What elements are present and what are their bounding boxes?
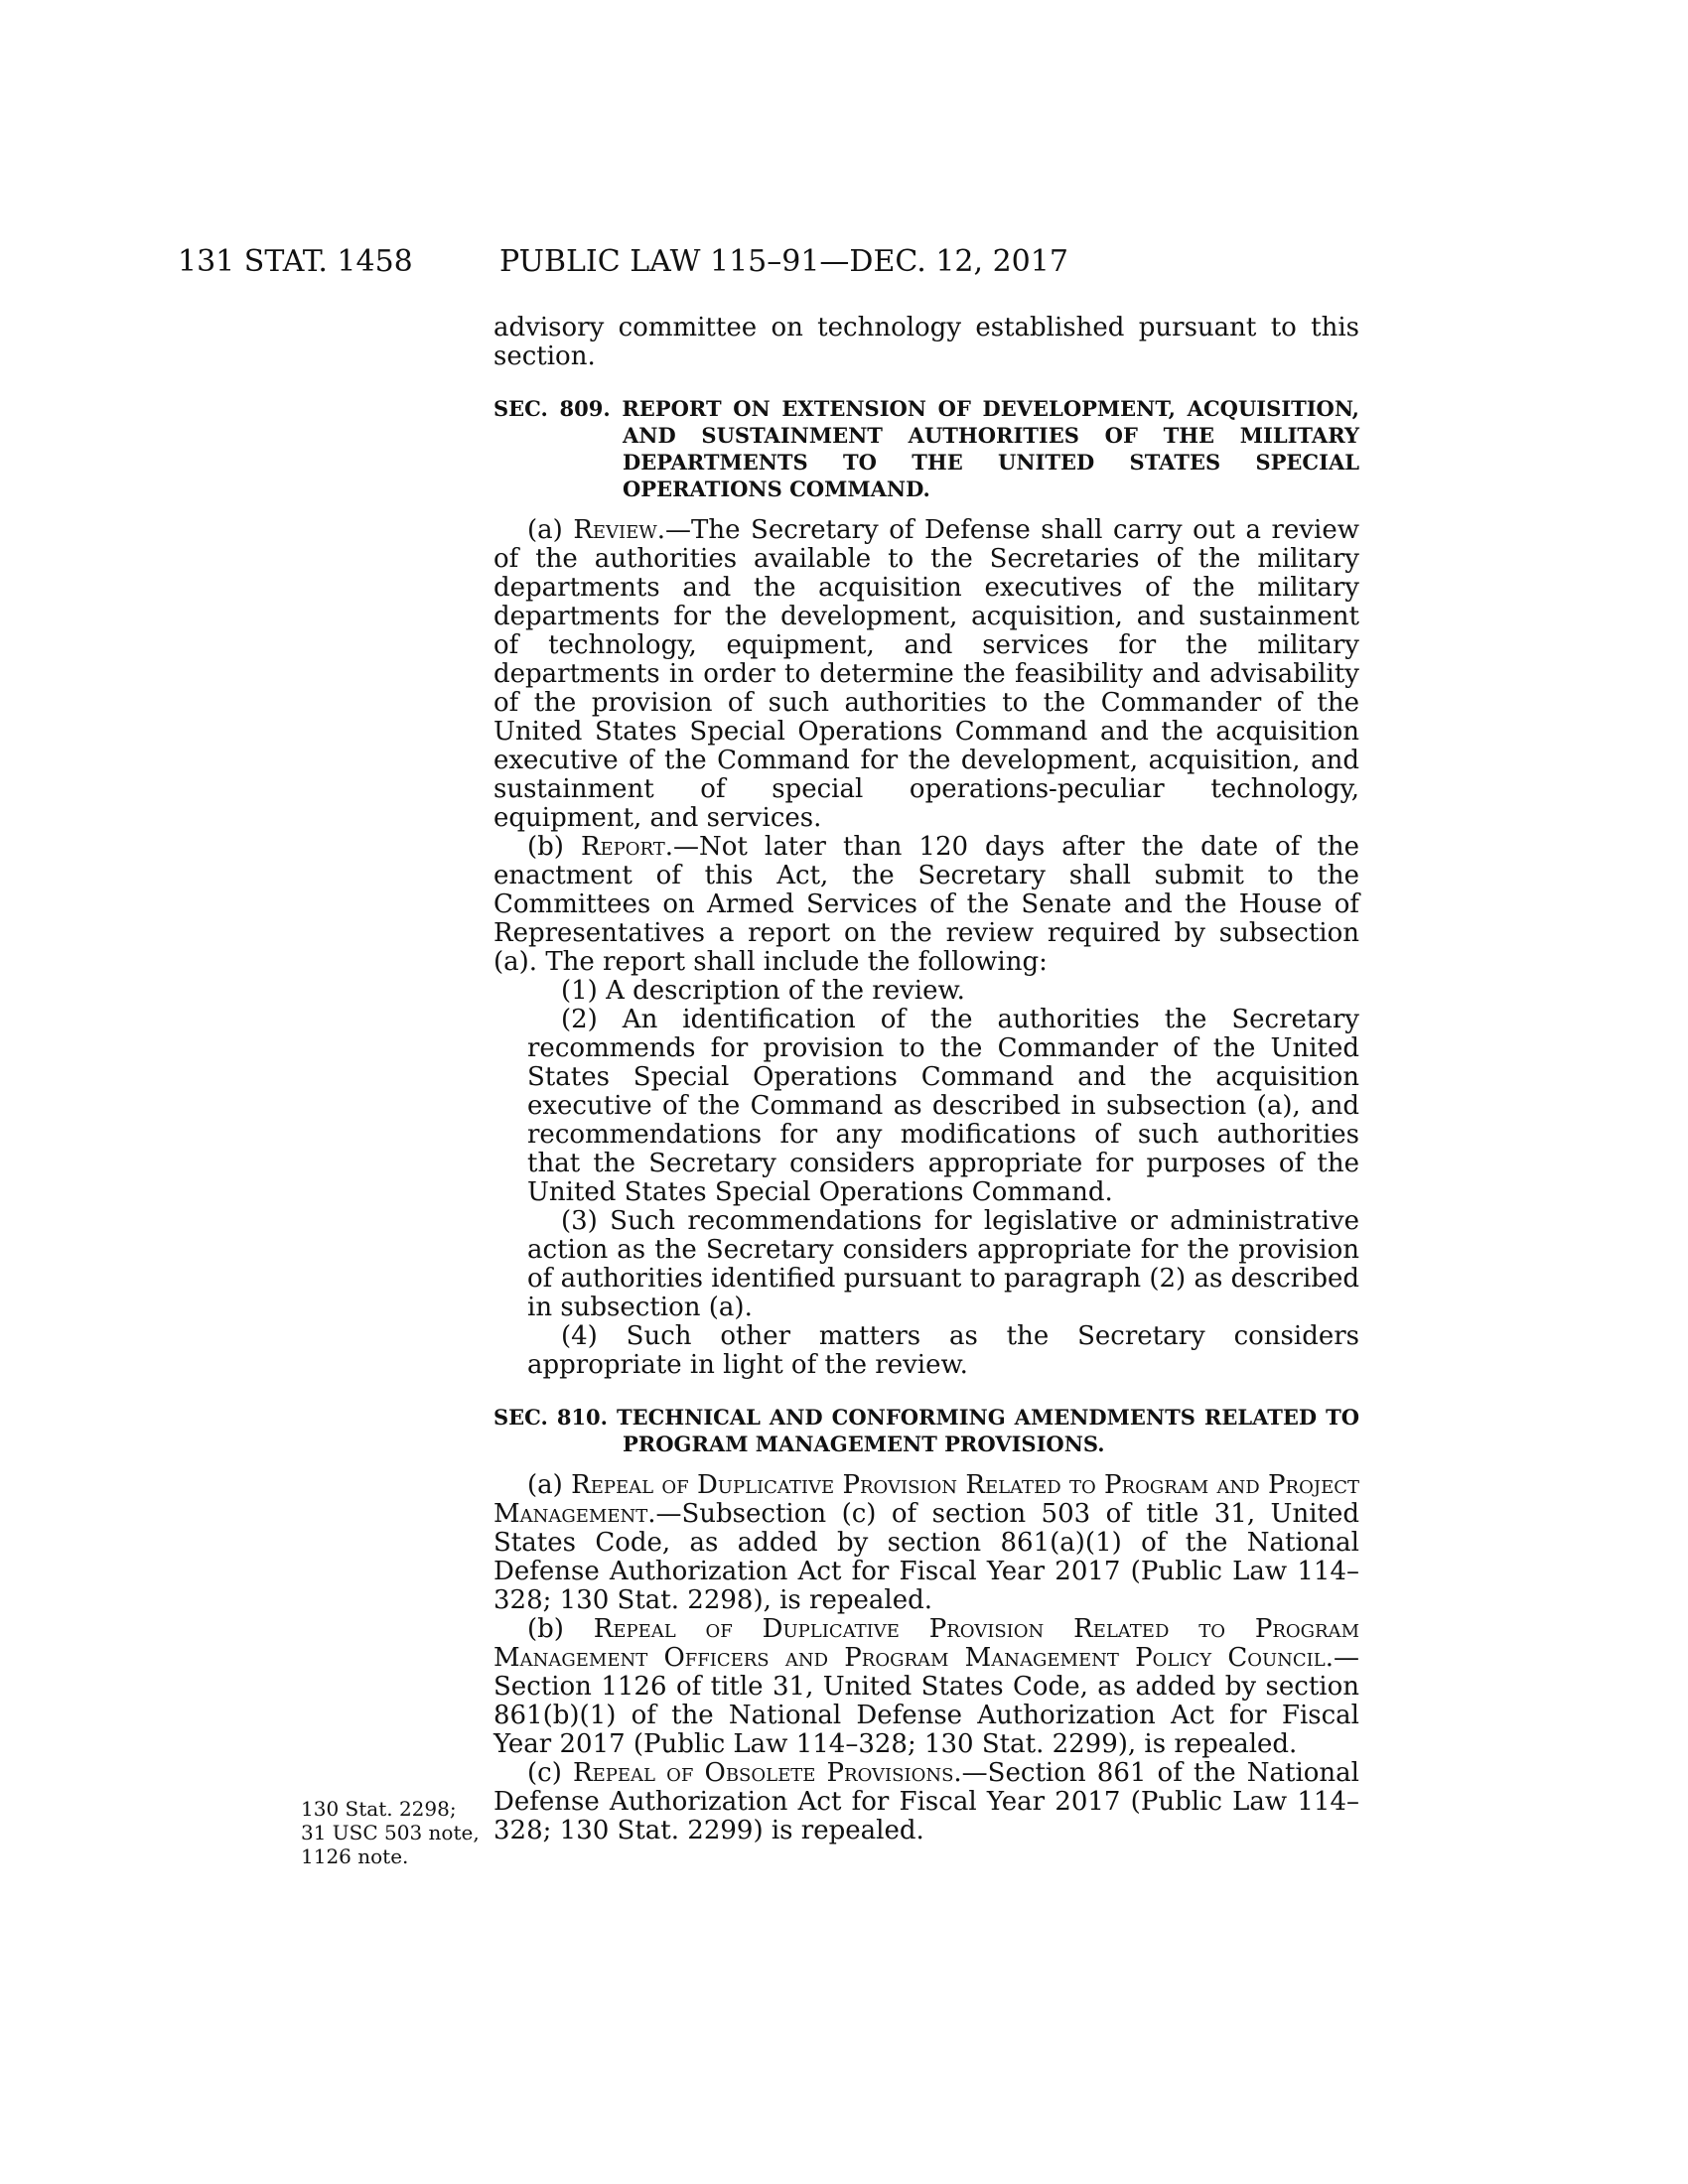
- paragraph-item: (4) Such other matters as the Secretary considers appropriate in light of the review.: [527, 1321, 1359, 1380]
- subsection-text: .—Subsection (c) of section 503 of title 31, United States Code, as added by section 861(a)(1) of the National Defense Authorization Act for Fiscal Year 2017 (Public Law 114–328; 130 Stat. 2298), is repealed.: [493, 1499, 1359, 1615]
- paragraph-item: (2) An identification of the authorities the Secretary recommends for provision to the Commander of the United States Special Operations Command and the acquisition executive of the Command as described in subsection (a), and recommendations for any modifications of such authorities that the Secretary considers appropriate for purposes of the United States Special Operations Command.: [527, 1005, 1359, 1207]
- margin-note: [301, 1797, 480, 1868]
- section-809-subsection-a: [493, 516, 1359, 833]
- margin-note-line: 31 USC 503 note,: [301, 1821, 480, 1844]
- subsection-label: (a): [527, 1470, 572, 1500]
- section-809-heading: SEC. 809. REPORT ON EXTENSION OF DEVELOPMENT, ACQUISITION, AND SUSTAINMENT AUTHORITIES OF THE MILITARY DEPARTMENTS TO THE UNITED STATES SPECIAL OPERATIONS COMMAND.: [493, 396, 1359, 501]
- margin-note-line: 130 Stat. 2298;: [301, 1797, 457, 1821]
- carryover-paragraph: advisory committee on technology established pursuant to this section.: [493, 313, 1359, 371]
- margin-note-line: 1126 note.: [301, 1844, 409, 1868]
- subsection-label: (b): [527, 832, 581, 862]
- subsection-text: .—Not later than 120 days after the date of the enactment of this Act, the Secretary shall submit to the Committees on Armed Services of the Senate and the House of Representatives a report on the review required by subsection (a). The report shall include the following:: [493, 832, 1359, 977]
- section-810-subsection-b: [493, 1615, 1359, 1759]
- section-809-subsection-b: [493, 833, 1359, 977]
- subsection-caption: Repeal of Duplicative Provision Related to Program Management Officers and Program Management Policy Council: [493, 1614, 1359, 1673]
- subsection-label: (b): [527, 1614, 594, 1644]
- subsection-caption: Report: [580, 832, 665, 862]
- paragraph-item: (3) Such recommendations for legislative or administrative action as the Secretary considers appropriate for the provision of authorities identified pursuant to paragraph (2) as described in subsection (a).: [527, 1206, 1359, 1322]
- subsection-text: .—Section 861 of the National Defense Authorization Act for Fiscal Year 2017 (Public Law 114–328; 130 Stat. 2299) is repealed.: [493, 1758, 1359, 1845]
- main-text-column: [493, 314, 1359, 1845]
- subsection-text: .—The Secretary of Defense shall carry out a review of the authorities available to the Secretaries of the military departments and the acquisition executives of the military departments for the development, acquisition, and sustainment of technology, equipment, and services for the military departments in order to determine the feasibility and advisability of the provision of such authorities to the Commander of the United States Special Operations Command and the acquisition executive of the Command for the development, acquisition, and sustainment of special operations-peculiar technology, equipment, and services.: [493, 515, 1359, 833]
- public-law-title: PUBLIC LAW 115–91—DEC. 12, 2017: [499, 244, 1068, 279]
- section-810-subsection-a: [493, 1471, 1359, 1615]
- section-810-subsection-c: [493, 1759, 1359, 1845]
- section-810-heading: SEC. 810. TECHNICAL AND CONFORMING AMENDMENTS RELATED TO PROGRAM MANAGEMENT PROVISIONS.: [493, 1405, 1359, 1456]
- subsection-text: .—Section 1126 of title 31, United States Code, as added by section 861(b)(1) of the National Defense Authorization Act for Fiscal Year 2017 (Public Law 114–328; 130 Stat. 2299), is repealed.: [493, 1643, 1359, 1759]
- paragraph-item: (1) A description of the review.: [561, 976, 965, 1006]
- subsection-label: (c): [527, 1758, 574, 1788]
- subsection-caption: Review: [573, 515, 657, 545]
- subsection-caption: Repeal of Obsolete Provisions: [573, 1758, 954, 1788]
- statute-page-number: 131 STAT. 1458: [178, 244, 413, 279]
- subsection-caption: Repeal of Duplicative Provision Related to Program and Project Management: [493, 1470, 1359, 1529]
- subsection-label: (a): [527, 515, 574, 545]
